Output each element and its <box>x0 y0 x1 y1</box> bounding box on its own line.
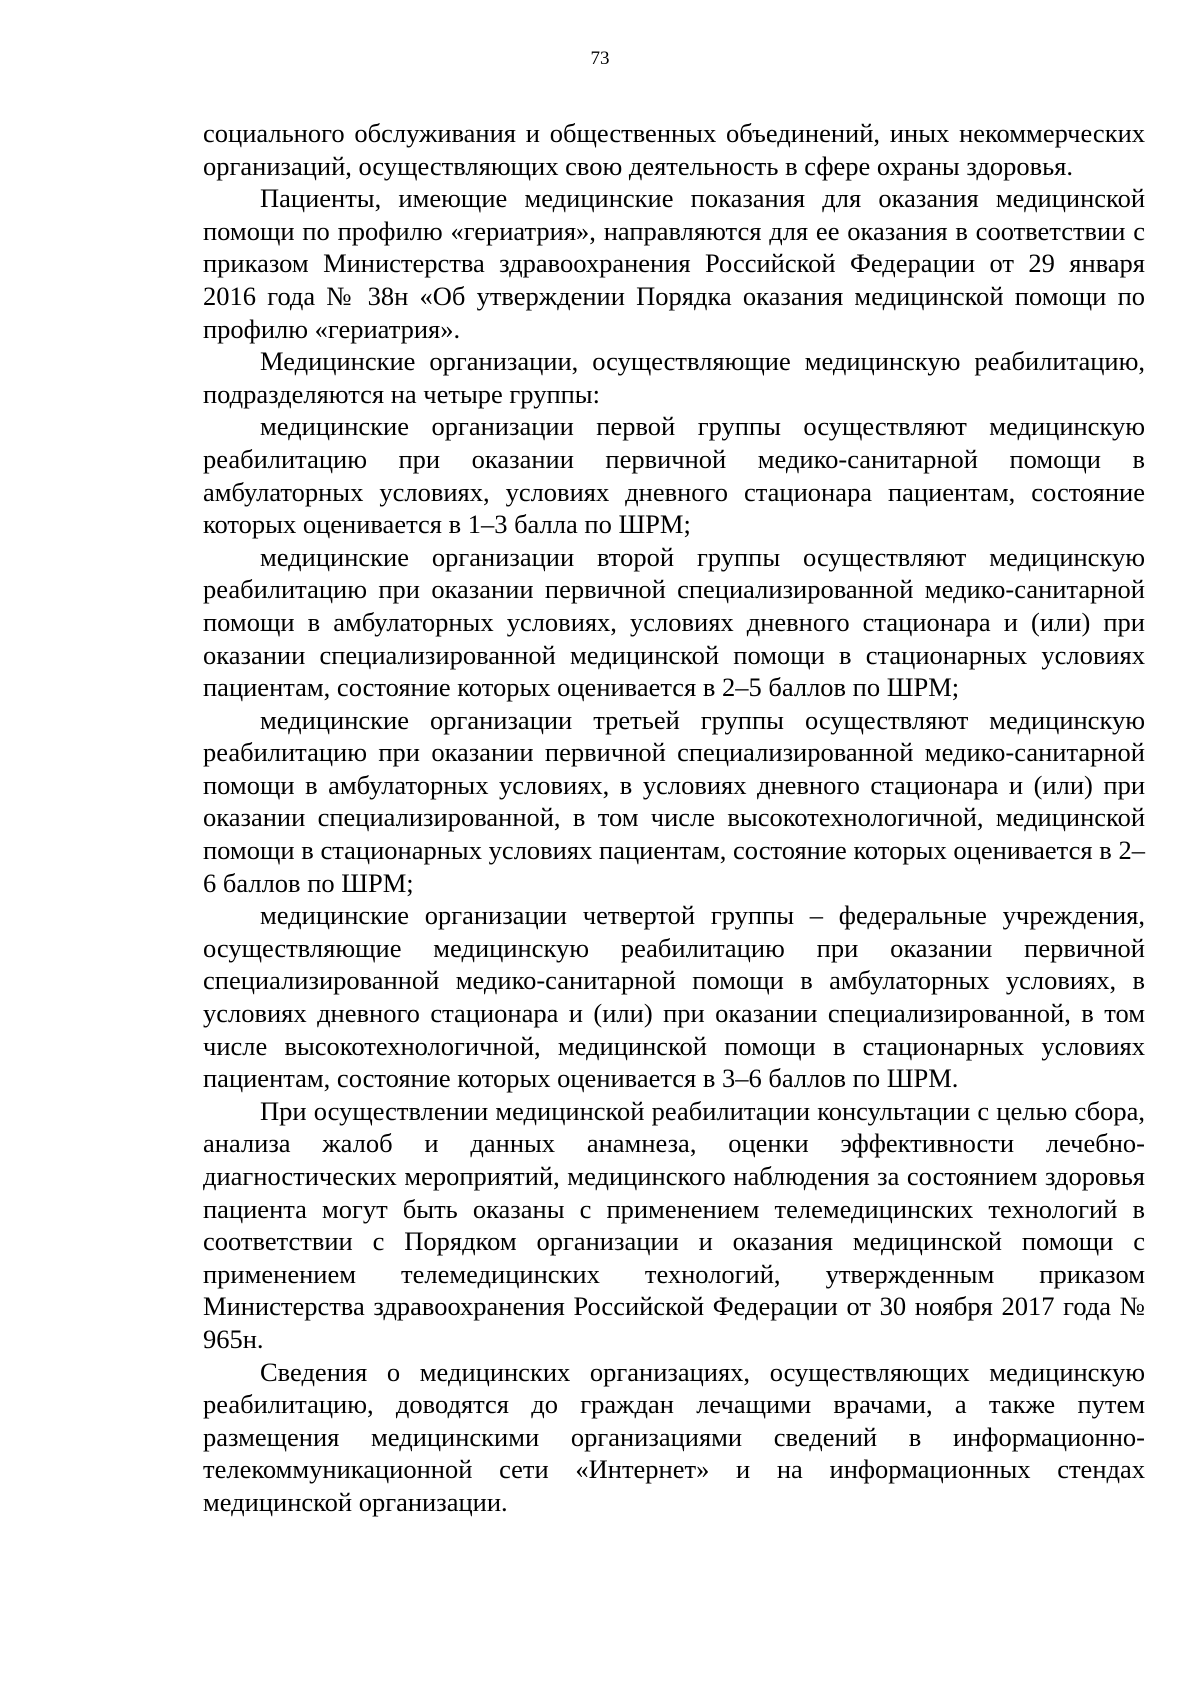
paragraph-information: Сведения о медицинских организациях, осуществляющих медицинскую реабилитацию, доводятся до граждан лечащими врачами, а также путем размещения медицинскими организациями сведений в информационно-телекоммуникационной сети «Интернет» и на информационных стендах медицинской организации. <box>203 1356 1145 1517</box>
paragraph-rehab-groups-intro: Медицинские организации, осуществляющие медицинскую реабилитацию, подразделяются на четыре группы: <box>203 346 1145 409</box>
paragraph-group-one: медицинские организации первой группы осуществляют медицинскую реабилитацию при оказании первичной медико-санитарной помощи в амбулаторных условиях, условиях дневного стационара пациентам, состояние которых оценивается в 1–3 балла по ШРМ; <box>203 411 1145 540</box>
document-body <box>203 117 1145 1519</box>
paragraph-group-four: медицинские организации четвертой группы – федеральные учреждения, осуществляющие медицинскую реабилитацию при оказании первичной специализированной медико-санитарной помощи в амбулаторных условиях, в условиях дневного стационара и (или) при оказании специализированной, в том числе высокотехнологичной, медицинской помощи в стационарных условиях пациентам, состояние которых оценивается в 3–6 баллов по ШРМ. <box>203 900 1145 1094</box>
page-number: 73 <box>590 48 610 69</box>
paragraph-continuation: социального обслуживания и общественных объединений, иных некоммерческих организаций, осуществляющих свою деятельность в сфере охраны здоровья. <box>203 118 1145 181</box>
paragraph-group-two: медицинские организации второй группы осуществляют медицинскую реабилитацию при оказании первичной специализированной медико-санитарной помощи в амбулаторных условиях, условиях дневного стационара и (или) при оказании специализированной медицинской помощи в стационарных условиях пациентам, состояние которых оценивается в 2–5 баллов по ШРМ; <box>203 541 1145 703</box>
paragraph-telemedicine: При осуществлении медицинской реабилитации консультации с целью сбора, анализа жалоб и данных анамнеза, оценки эффективности лечебно-диагностических мероприятий, медицинского наблюдения за состоянием здоровья пациента могут быть оказаны с применением телемедицинских технологий в соответствии с Порядком организации и оказания медицинской помощи с применением телемедицинских технологий, утвержденным приказом Министерства здравоохранения Российской Федерации от 30 ноября 2017 года № 965н. <box>203 1095 1145 1354</box>
paragraph-group-three: медицинские организации третьей группы осуществляют медицинскую реабилитацию при оказании первичной специализированной медико-санитарной помощи в амбулаторных условиях, в условиях дневного стационара и (или) при оказании специализированной, в том числе высокотехнологичной, медицинской помощи в стационарных условиях пациентам, состояние которых оценивается в 2–6 баллов по ШРМ; <box>203 704 1145 898</box>
paragraph-geriatrics-referral: Пациенты, имеющие медицинские показания для оказания медицинской помощи по профилю «гериатрия», направляются для ее оказания в соответствии с приказом Министерства здравоохранения Российской Федерации от 29 января 2016 года № 38н «Об утверждении Порядка оказания медицинской помощи по профилю «гериатрия». <box>203 183 1145 344</box>
